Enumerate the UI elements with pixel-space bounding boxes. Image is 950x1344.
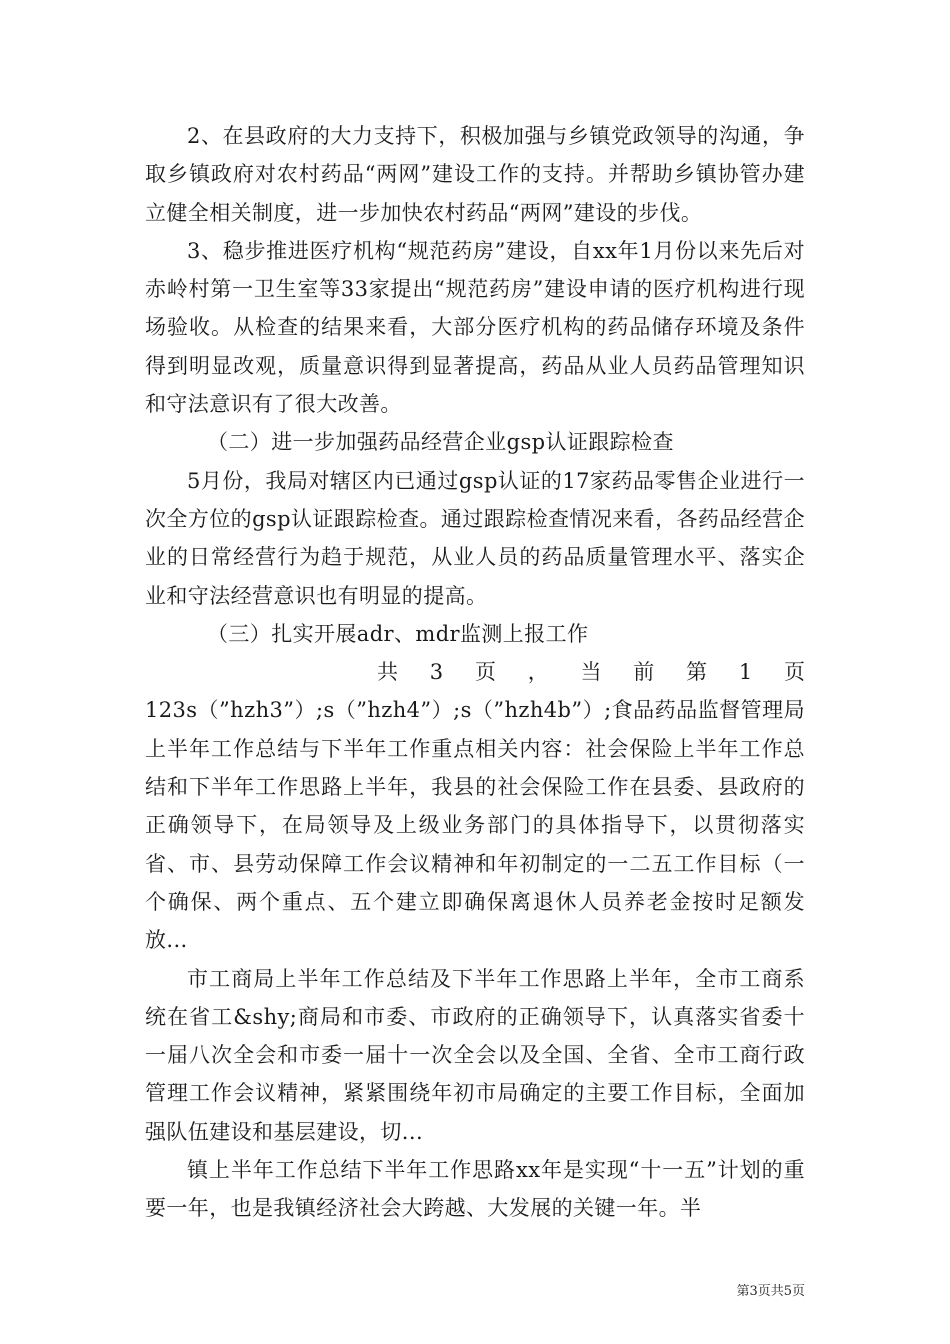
page-count-char: 共 bbox=[377, 660, 398, 685]
page-count-char: 页 bbox=[474, 660, 496, 685]
document-body bbox=[145, 117, 805, 1228]
paragraph-item-2: 2、在县政府的大力支持下，积极加强与乡镇党政领导的沟通，争取乡镇政府对农村药品“两网”建设工作的支持。并帮助乡镇协管办建立健全相关制度，进一步加快农村药品“两网”建设的步伐。 bbox=[145, 124, 805, 225]
section-heading-2: （二）进一步加强药品经营企业gsp认证跟踪检查 bbox=[207, 430, 674, 455]
section-heading-3: （三）扎实开展adr、mdr监测上报工作 bbox=[207, 621, 589, 646]
page-count-char: 前 bbox=[633, 660, 655, 685]
page-footer: 第3页共5页 bbox=[736, 1284, 805, 1299]
page-count-total: 3 bbox=[429, 660, 444, 685]
page-count-char: 第 bbox=[686, 660, 708, 685]
paragraph-town-summary: 镇上半年工作总结下半年工作思路xx年是实现“十一五”计划的重要一年，也是我镇经济社会大跨越、大发展的关键一年。半 bbox=[145, 1158, 805, 1221]
paragraph-gsp-inspection: 5月份，我局对辖区内已通过gsp认证的17家药品零售企业进行一次全方位的gsp认证跟踪检查。通过跟踪检查情况来看，各药品经营企业的日常经营行为趋于规范，从业人员的药品质量管理水平、落实企业和守法经营意识也有明显的提高。 bbox=[145, 468, 805, 608]
page-count-char: 当 bbox=[580, 660, 602, 685]
paragraph-city-bureau: 市工商局上半年工作总结及下半年工作思路上半年，全市工商系统在省工&shy;商局和市委、市政府的正确领导下，认真落实省委十一届八次全会和市委一届十一次全会以及全国、全省、全市工商行政管理工作会议精神，紧紧围绕年初市局确定的主要工作目标，全面加强队伍建设和基层建设，切... bbox=[145, 966, 805, 1144]
page-count-char: 页 bbox=[784, 660, 805, 685]
page-count-char: ， bbox=[527, 660, 549, 685]
paragraph-item-3: 3、稳步推进医疗机构“规范药房”建设，自xx年1月份以来先后对赤岭村第一卫生室等33家提出“规范药房”建设申请的医疗机构进行现场验收。从检查的结果来看，大部分医疗机构的药品储存环境及条件得到明显改观，质量意识得到显著提高，药品从业人员药品管理知识和守法意识有了很大改善。 bbox=[145, 238, 805, 417]
paragraph-related-content: 123s（”hzh3”）;s（”hzh4”）;s（”hzh4b”）;食品药品监督管理局上半年工作总结与下半年工作重点相关内容：社会保险上半年工作总结和下半年工作思路上半年，我县的社会保险工作在县委、县政府的正确领导下，在局领导及上级业务部门的具体指导下，以贯彻落实省、市、县劳动保障工作会议精神和年初制定的一二五工作目标（一个确保、两个重点、五个建立即确保离退休人员养老金按时足额发放... bbox=[145, 698, 805, 953]
page-count-current: 1 bbox=[738, 660, 753, 685]
page-count-line bbox=[145, 653, 805, 691]
